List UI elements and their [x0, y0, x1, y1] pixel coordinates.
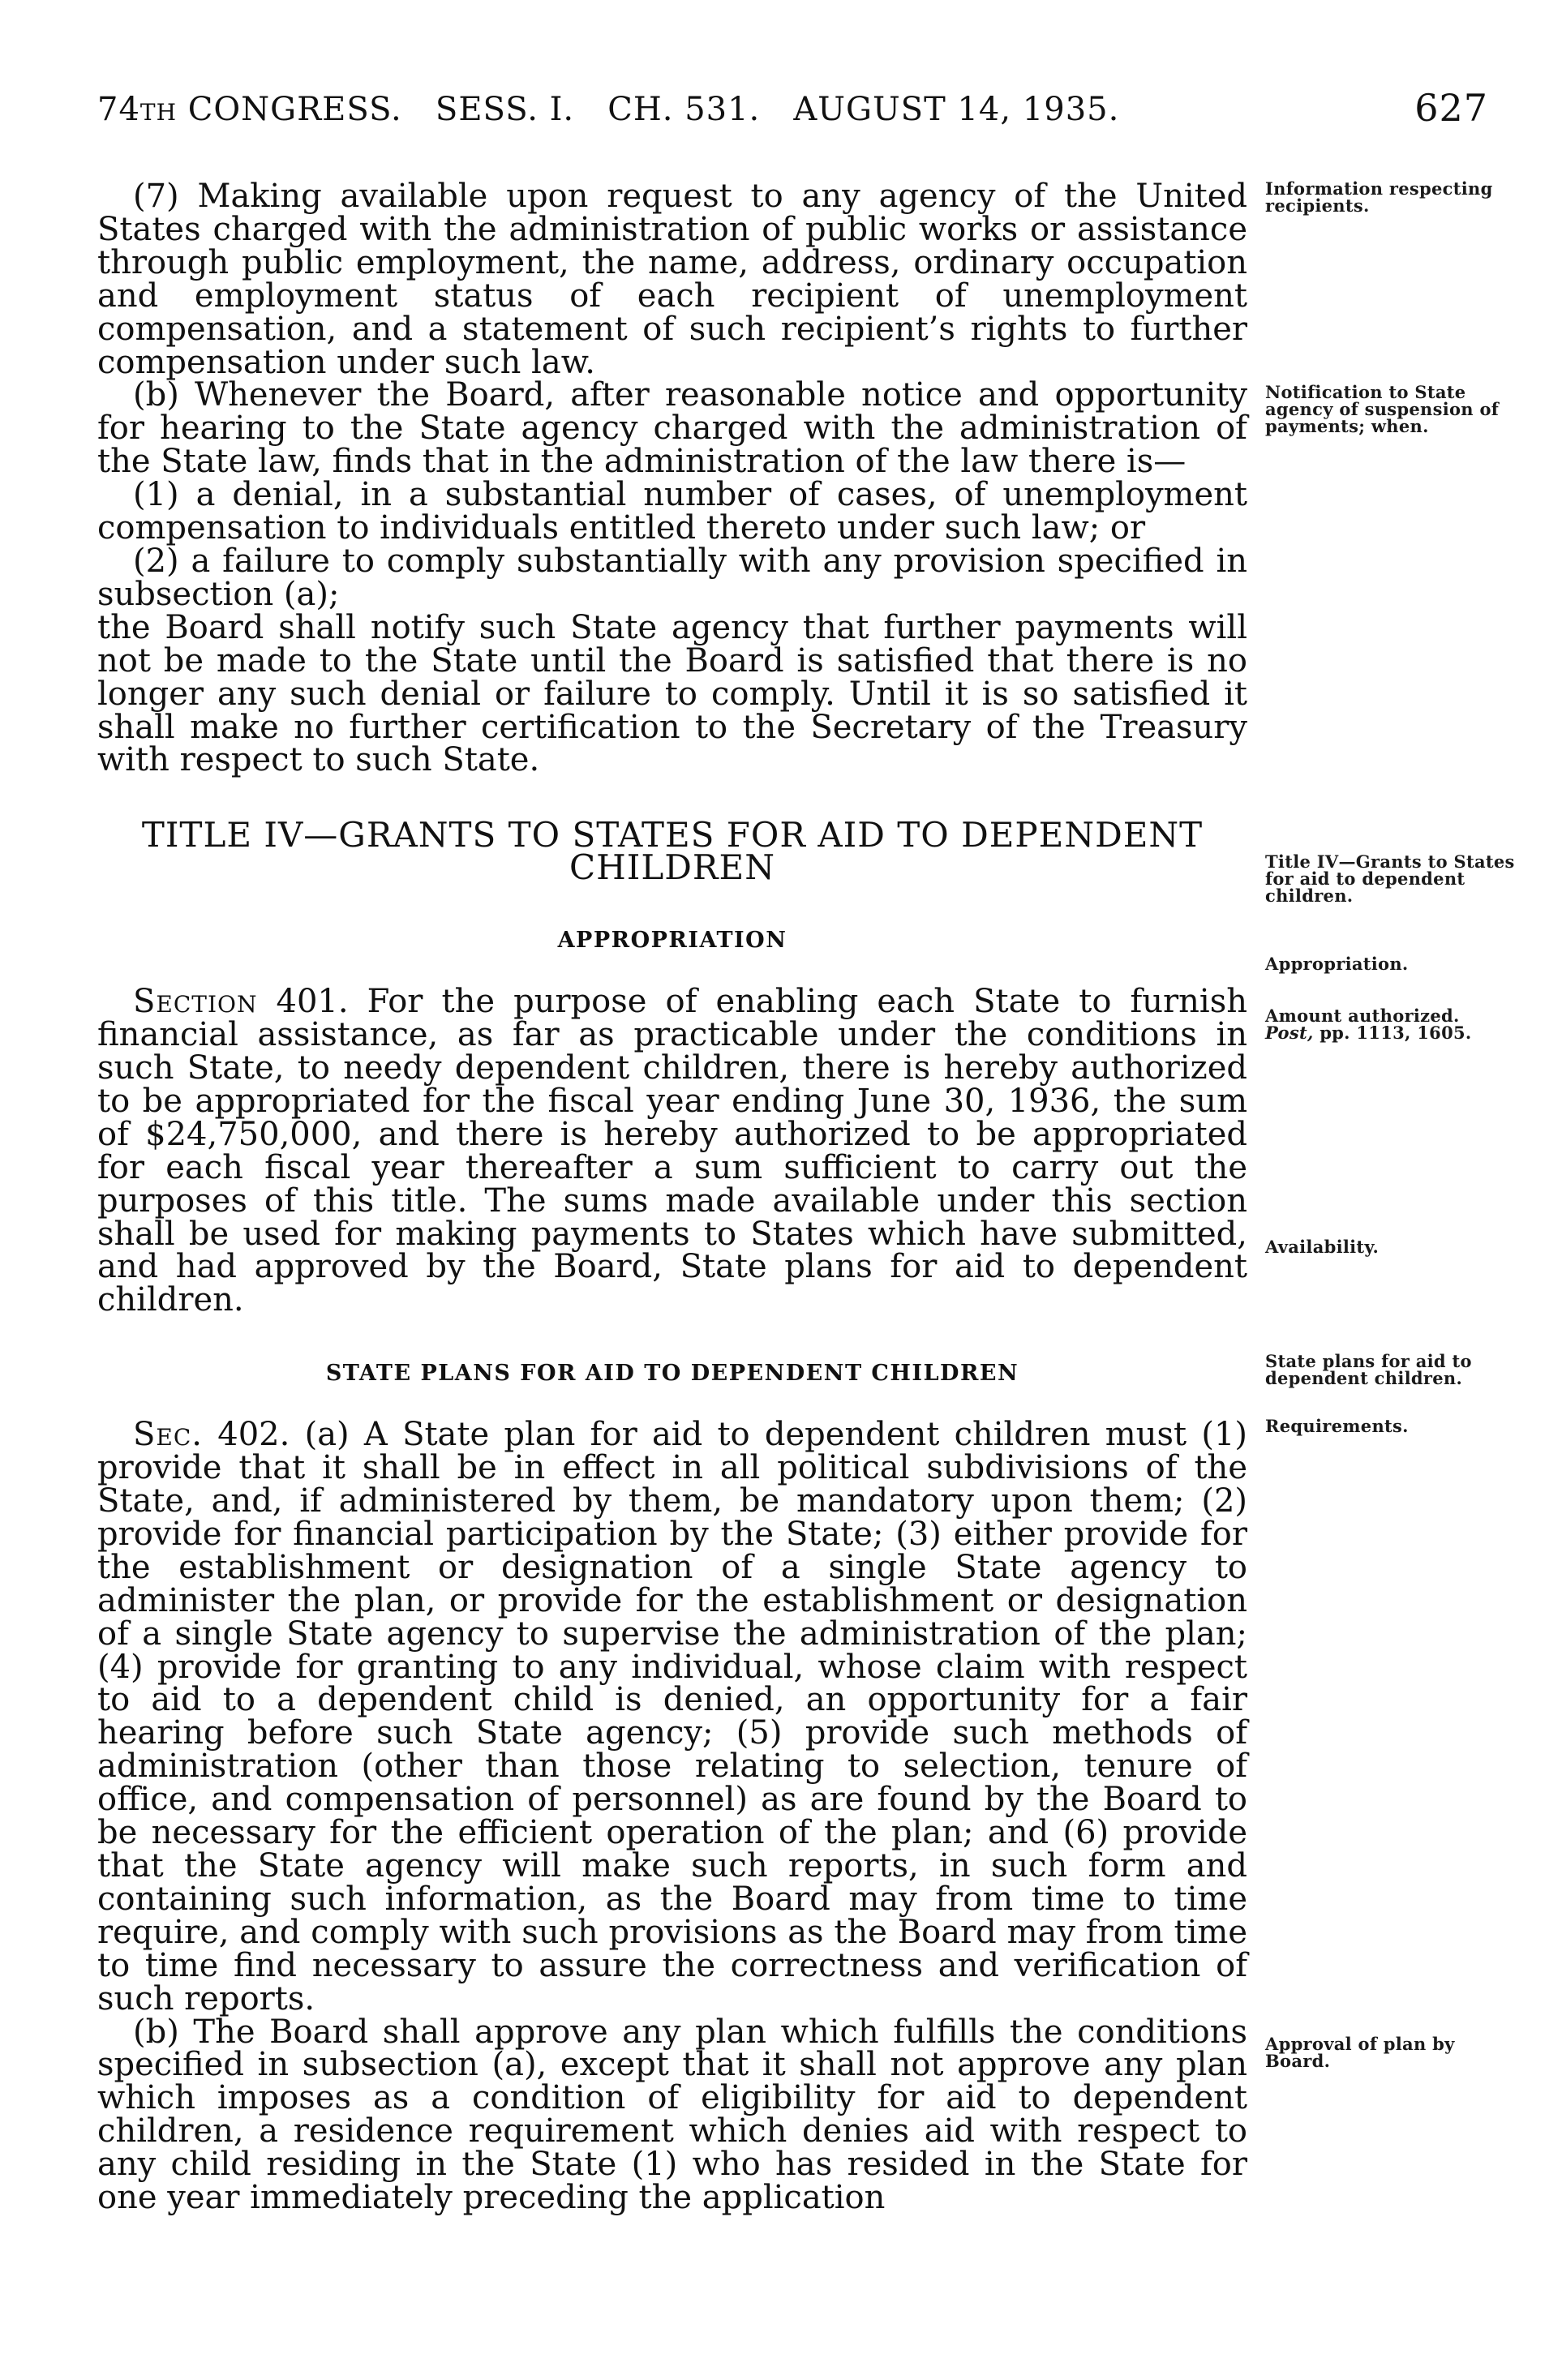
margin-note-approval: Approval of plan by Board. — [1265, 2034, 1455, 2071]
running-header — [97, 86, 1488, 139]
paragraph-7: (7) Making available upon request to any agency of the United States charged with the administration of public works or assistance through public employment, the name, address, ordinary occupation and employment status of each recipient of unemployment compensation, and a statement of such recipient’s rights to further compensation under such law. — [97, 178, 1247, 381]
header-citation — [97, 91, 1119, 128]
state-plans-heading: STATE PLANS FOR AID TO DEPENDENT CHILDREN — [325, 1361, 1019, 1387]
section-402-label: Sec. — [133, 1416, 203, 1454]
paragraph-b-2: (2) a failure to comply substantially with any provision specified in subsection (a); — [97, 542, 1247, 613]
margin-note-availability: Availability. — [1265, 1237, 1380, 1257]
post-pages: pp. 1113, 1605. — [1313, 1023, 1472, 1043]
section-402-text: 402. (a) A State plan for aid to dependent children must (1) provide that it shall be in effect in all political subdivisions of the State, and, if administered by them, be mandatory upon them; (2) provide for financial participation by the State; (3) either provide for the establishment or designation of a single State agency to administer the plan, or provide for the establishment or designation of a single State agency to supervise the administration of the plan; (4) provide for granting to any individual, whose claim with respect to aid to a dependent child is denied, an opportunity for a fair hearing before such State agency; (5) provide such methods of administration (other than those relating to selection, tenure of office, and compensation of personnel) as are found by the Board to be necessary for the efficient operation of the plan; and (6) provide that the State agency will make such reports, in such form and containing such information, as the Board may from time to time require, and comply with such provisions as the Board may from time to time find necessary to assure the correctness and verification of such reports. — [97, 1416, 1247, 2018]
section-401-label: Section — [133, 983, 258, 1021]
section-402-a — [97, 1416, 1247, 2018]
section-402-b: (b) The Board shall approve any plan which fulfills the conditions specified in subsection (a), except that it shall not approve any plan which imposes as a condition of eligibility for aid to dependent children, a residence requirement which denies aid with respect to any child residing in the State (1) who has resided in the State for one year immediately preceding the application — [97, 2013, 1247, 2217]
paragraph-b-1: (1) a denial, in a substantial number of cases, of unemployment compensation to individuals entitled thereto under such law; or — [97, 476, 1247, 547]
congress-number: 74 — [97, 91, 140, 128]
paragraph-b: (b) Whenever the Board, after reasonable notice and opportunity for hearing to the State agency charged with the administration of the State law, finds that in the administration of the law there is— — [97, 376, 1247, 481]
margin-note-state-plans: State plans for aid to dependent children. — [1265, 1351, 1472, 1388]
margin-note-appropriation: Appropriation. — [1265, 954, 1409, 974]
appropriation-heading: APPROPRIATION — [557, 928, 787, 954]
congress-ordinal-suffix: TH — [139, 99, 177, 126]
body-text — [97, 180, 1247, 2215]
title-iv-heading: TITLE IV—GRANTS TO STATES FOR AID TO DEPENDENT CHILDREN — [141, 815, 1204, 888]
section-401-text: 401. For the purpose of enabling each State to furnish financial assistance, as far as practicable under the conditions in such State, to needy dependent children, there is hereby authorized to be appropriated for the fiscal year ending June 30, 1936, the sum of $24,750,000, and there is hereby authorized to be appropriated for each fiscal year thereafter a sum sufficient to carry out the purposes of this title. The sums made available under this section shall be used for making payments to States which have submitted, and had approved by the Board, State plans for aid to dependent children. — [97, 983, 1247, 1319]
margin-note-amount — [1265, 1007, 1523, 1041]
margin-note-information: Information respecting recipients. — [1265, 178, 1493, 216]
paragraph-b-conclusion: the Board shall notify such State agency that further payments will not be made to the State until the Board is satisfied that there is no longer any such denial or failure to comply. Until it is so satisfied it shall make no further certification to the Secretary of the Treasury with respect to such State. — [97, 608, 1247, 779]
session-chapter-date: CONGRESS. SESS. I. CH. 531. AUGUST 14, 1935. — [177, 91, 1120, 128]
margin-note-notification: Notification to State agency of suspension of payments; when. — [1265, 382, 1500, 436]
amount-label: Amount authorized. — [1265, 1006, 1460, 1026]
page-number: 627 — [1414, 86, 1488, 130]
margin-note-requirements: Requirements. — [1265, 1416, 1409, 1436]
section-401 — [97, 985, 1247, 1317]
post-label: Post, — [1265, 1023, 1314, 1043]
margin-note-title-iv: Title IV—Grants to States for aid to dependent children. — [1265, 851, 1515, 906]
